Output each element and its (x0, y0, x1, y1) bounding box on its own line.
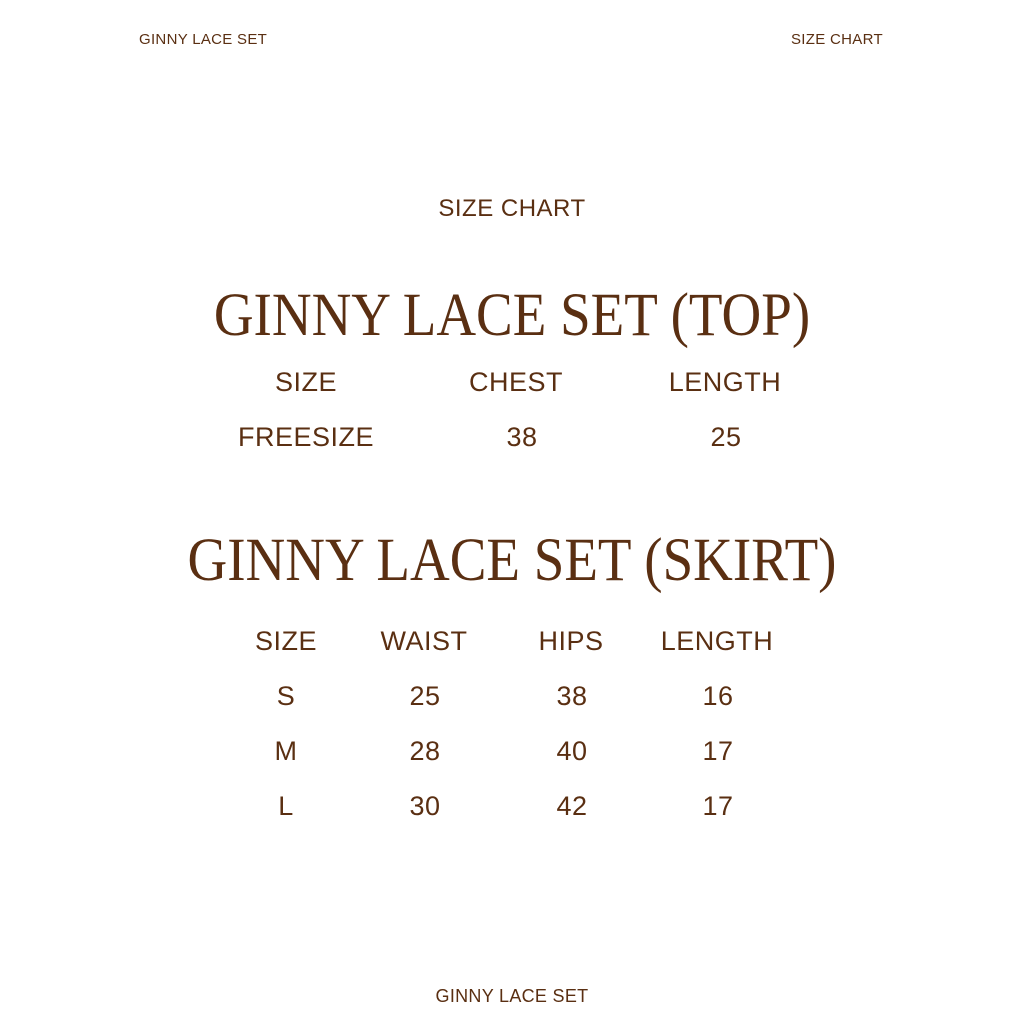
length-cell: 17 (702, 736, 734, 766)
size-cell: M (274, 736, 298, 766)
top-section-title: GINNY LACE SET (TOP) (213, 280, 811, 349)
skirt-section-title: GINNY LACE SET (SKIRT) (187, 525, 837, 594)
length-cell: 16 (702, 681, 734, 711)
column-header-size: SIZE (274, 367, 338, 397)
column-header-length: LENGTH (668, 367, 782, 397)
column-header-length: LENGTH (660, 626, 774, 656)
page-subtitle: SIZE CHART (438, 195, 586, 222)
waist-cell: 28 (409, 736, 441, 766)
column-header-waist: WAIST (380, 626, 468, 656)
size-cell: FREESIZE (237, 422, 375, 452)
header-doc-label: SIZE CHART (791, 31, 883, 48)
size-cell: L (278, 791, 294, 821)
size-cell: S (276, 681, 296, 711)
length-cell: 25 (710, 422, 742, 452)
waist-cell: 30 (409, 791, 441, 821)
header-brand-label: GINNY LACE SET (139, 31, 268, 48)
column-header-hips: HIPS (538, 626, 604, 656)
hips-cell: 40 (556, 736, 588, 766)
hips-cell: 38 (556, 681, 588, 711)
waist-cell: 25 (409, 681, 441, 711)
column-header-chest: CHEST (468, 367, 564, 397)
footer-brand-label: GINNY LACE SET (435, 986, 589, 1006)
chest-cell: 38 (506, 422, 538, 452)
column-header-size: SIZE (254, 626, 318, 656)
hips-cell: 42 (556, 791, 588, 821)
length-cell: 17 (702, 791, 734, 821)
